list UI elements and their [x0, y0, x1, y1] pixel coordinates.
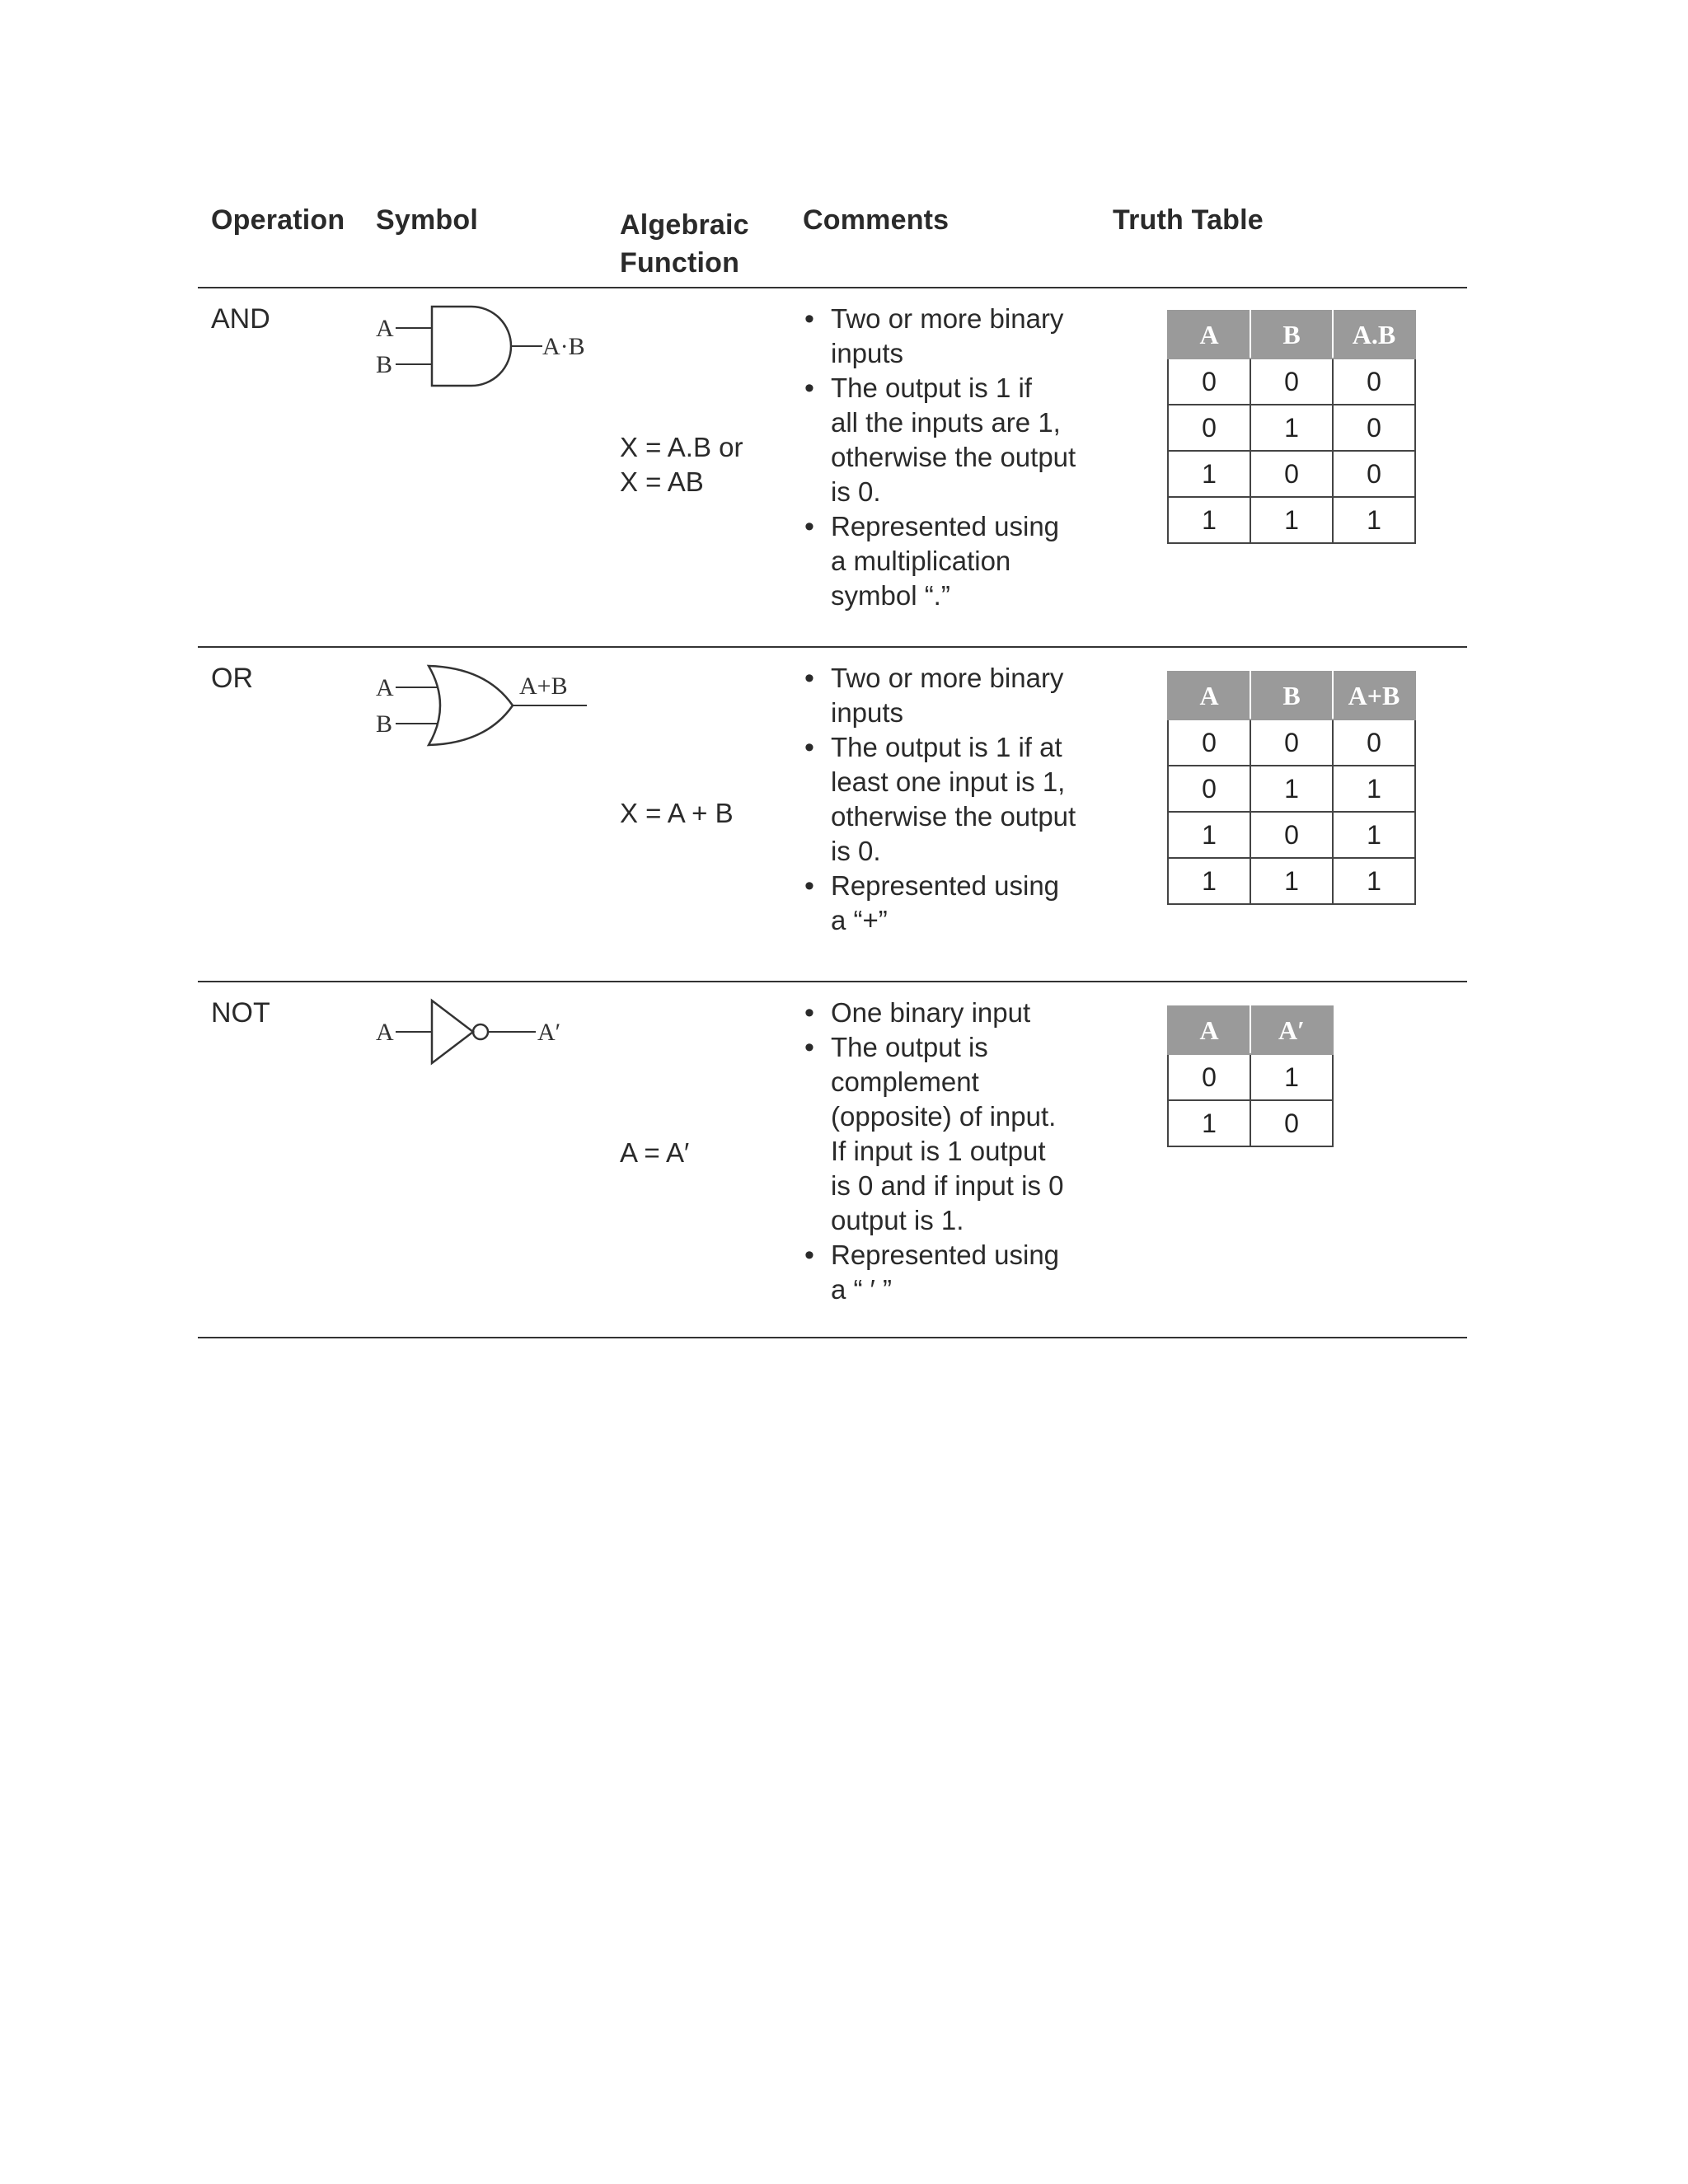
comment-line: is 0.	[831, 836, 881, 866]
comment-line: (opposite) of input.	[831, 1101, 1057, 1132]
not-gate-input-a-label: A	[376, 1019, 394, 1046]
comment-line: complement	[831, 1066, 979, 1097]
header-algebraic-line1: Algebraic	[620, 209, 749, 241]
truth-table-cell: 1	[1333, 812, 1415, 858]
truth-table-header-cell: A	[1168, 311, 1250, 359]
comment-line: is 0.	[831, 476, 881, 507]
truth-table-cell: 0	[1250, 1100, 1333, 1146]
truth-table-row	[1168, 1054, 1333, 1100]
formula-and-line2: X = AB	[620, 466, 704, 497]
comment-line: • Represented using	[799, 1238, 1096, 1272]
truth-table-cell: 0	[1333, 359, 1415, 405]
or-gate-input-b-label: B	[376, 710, 393, 738]
truth-table-cell: 0	[1250, 719, 1333, 766]
or-gate-input-a-label: A	[376, 674, 394, 701]
not-gate-icon	[363, 994, 602, 1076]
row-divider-and	[198, 646, 1467, 648]
comment-line: least one input is 1,	[831, 766, 1066, 797]
comment-line: otherwise the output	[831, 442, 1076, 472]
and-gate-input-a-label: A	[376, 315, 394, 342]
truth-table-cell: 1	[1250, 405, 1333, 451]
truth-table-cell: 1	[1168, 1100, 1250, 1146]
truth-table-or	[1167, 671, 1416, 905]
comments-and	[799, 302, 1096, 613]
or-gate-output-label: A+B	[519, 673, 568, 700]
operation-or: OR	[211, 663, 253, 694]
truth-table-header-cell: B	[1250, 672, 1333, 719]
truth-table-row	[1168, 858, 1415, 904]
comment-line: If input is 1 output	[831, 1136, 1046, 1166]
truth-table-cell: 1	[1250, 766, 1333, 812]
truth-table-cell: 1	[1168, 858, 1250, 904]
truth-table-cell: 1	[1168, 451, 1250, 497]
header-algebraic-function	[620, 206, 749, 282]
comment-line: is 0 and if input is 0	[831, 1170, 1064, 1201]
formula-and	[620, 430, 743, 499]
header-comments: Comments	[803, 204, 950, 236]
truth-table-and	[1167, 310, 1416, 544]
comment-line: all the inputs are 1,	[831, 407, 1061, 438]
truth-table-cell: 1	[1168, 812, 1250, 858]
comment-line: • Represented using	[799, 509, 1096, 544]
header-divider	[198, 287, 1467, 288]
operation-and: AND	[211, 303, 270, 335]
operation-not: NOT	[211, 997, 270, 1029]
comments-not	[799, 996, 1096, 1307]
truth-table-row	[1168, 405, 1415, 451]
truth-table-header-row	[1168, 1006, 1333, 1054]
truth-table-cell: 0	[1168, 359, 1250, 405]
header-algebraic-line2: Function	[620, 247, 740, 279]
comment-line: • The output is	[799, 1030, 1096, 1065]
truth-table-cell: 0	[1168, 766, 1250, 812]
comment-line: inputs	[831, 338, 904, 368]
and-gate-icon	[363, 297, 602, 396]
truth-table-header-cell: B	[1250, 311, 1333, 359]
truth-table-cell: 1	[1250, 497, 1333, 543]
comment-line: output is 1.	[831, 1205, 964, 1235]
truth-table-cell: 0	[1168, 405, 1250, 451]
truth-table-header-cell: A	[1168, 1006, 1250, 1054]
truth-table-header-row	[1168, 311, 1415, 359]
comments-or	[799, 661, 1096, 938]
formula-or-line1: X = A + B	[620, 798, 734, 828]
truth-table-row	[1168, 359, 1415, 405]
formula-or	[620, 796, 734, 831]
truth-table-row	[1168, 1100, 1333, 1146]
comment-line: a “ ′ ”	[831, 1274, 893, 1305]
truth-table-row	[1168, 497, 1415, 543]
not-gate-output-label: A′	[537, 1019, 561, 1046]
truth-table-cell: 1	[1250, 1054, 1333, 1100]
comment-line: a multiplication	[831, 546, 1011, 576]
truth-table-row	[1168, 451, 1415, 497]
truth-table-cell: 0	[1168, 719, 1250, 766]
truth-table-not	[1167, 1005, 1334, 1147]
truth-table-cell: 0	[1250, 359, 1333, 405]
truth-table-row	[1168, 812, 1415, 858]
comment-line: • The output is 1 if	[799, 371, 1096, 405]
truth-table-header-cell: A	[1168, 672, 1250, 719]
truth-table-header-cell: A′	[1250, 1006, 1333, 1054]
truth-table-row	[1168, 719, 1415, 766]
truth-table-row	[1168, 766, 1415, 812]
comment-line: symbol “.”	[831, 580, 950, 611]
header-operation: Operation	[211, 204, 345, 236]
truth-table-cell: 1	[1333, 497, 1415, 543]
truth-table-cell: 1	[1333, 858, 1415, 904]
truth-table-cell: 1	[1168, 497, 1250, 543]
and-gate-output-label: A·B	[542, 333, 585, 360]
comment-line: • Represented using	[799, 869, 1096, 903]
table-bottom-rule	[198, 1337, 1467, 1338]
or-gate-icon	[363, 656, 602, 755]
truth-table-cell: 1	[1250, 858, 1333, 904]
truth-table-cell: 0	[1250, 812, 1333, 858]
comment-line: a “+”	[831, 905, 888, 935]
truth-table-cell: 0	[1333, 451, 1415, 497]
truth-table-header-cell: A+B	[1333, 672, 1415, 719]
formula-not	[620, 1136, 689, 1170]
header-truth-table: Truth Table	[1113, 204, 1264, 236]
and-gate-input-b-label: B	[376, 351, 393, 378]
truth-table-cell: 0	[1168, 1054, 1250, 1100]
comment-line: • One binary input	[799, 996, 1096, 1030]
header-symbol: Symbol	[376, 204, 479, 236]
comment-line: otherwise the output	[831, 801, 1076, 832]
comment-line: • The output is 1 if at	[799, 730, 1096, 765]
truth-table-header-row	[1168, 672, 1415, 719]
truth-table-cell: 1	[1333, 766, 1415, 812]
row-divider-or	[198, 981, 1467, 982]
comment-line: • Two or more binary	[799, 302, 1096, 336]
truth-table-cell: 0	[1333, 405, 1415, 451]
truth-table-header-cell: A.B	[1333, 311, 1415, 359]
comment-line: inputs	[831, 697, 904, 728]
comment-line: • Two or more binary	[799, 661, 1096, 696]
truth-table-cell: 0	[1333, 719, 1415, 766]
formula-not-line1: A = A′	[620, 1137, 690, 1168]
formula-and-line1: X = A.B or	[620, 432, 743, 462]
truth-table-cell: 0	[1250, 451, 1333, 497]
